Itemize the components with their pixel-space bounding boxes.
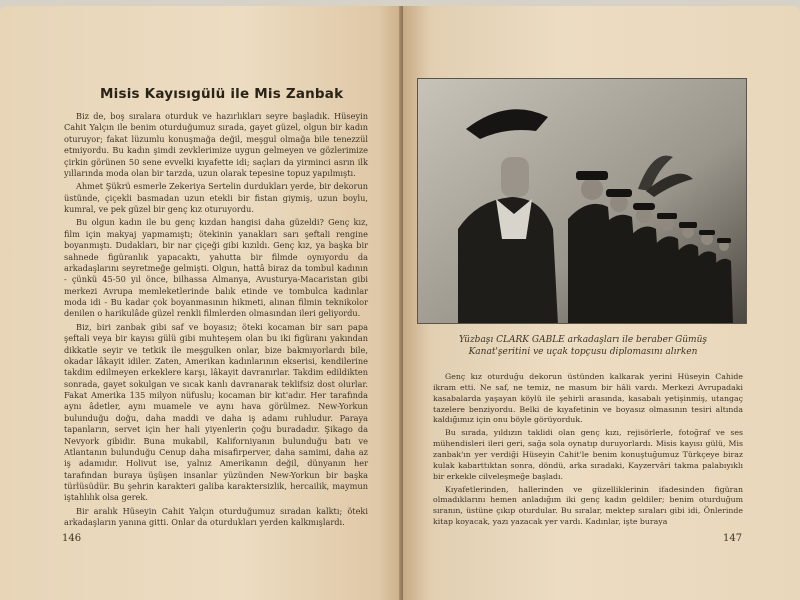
- left-paragraph-2: Ahmet Şükrü esmerle Zekeriya Sertelin durdukları yerde, bir dekorun üstünde, çiçekli basmadan uzun etekli bir fistan giymiş, uzun boylu, kumral, ve pek güzel bir genç kız oturuyordu.: [64, 181, 368, 214]
- page-number-left: 146: [62, 533, 82, 544]
- right-page: [403, 6, 800, 600]
- right-paragraph-1: Genç kız oturduğu dekorun üstünden kalkarak yerini Hüseyin Cahide ikram etti. Ne saf, ne temiz, ne masum bir hâli vardı. Merkezi Avrupadaki kasabalarda yaşayan köylü ile şehirli arasında, kasabalı yetişinmiş, utangaç tazelere benziyordu. Belki de kıyafetinin ve boyasız olmasının tesiri altında kaldığımız için onu böyle görüyorduk.: [433, 372, 743, 425]
- left-paragraph-1: Biz de, boş sıralara oturduk ve hazırlıkları seyre başladık. Hüseyin Cahit Yalçın ile benim oturduğumuz sırada, gayet güzel, olgun bir kadın oturuyor; fakat lüzumlu konuşmağa değil, meşgul olmağa bile tenezzül etmiyordu. Bu kadın şimdi zevklerimize uygun gelmeyen ve gözlerimize çirkin görünen 50 sene evvelki kıyafette idi; saçları da yirminci asrın ilk yıllarında moda olan bir tarzda, uzun olarak tepesine topuz yapılmıştı.: [64, 111, 368, 178]
- photo-caption: Yüzbaşı CLARK GABLE arkadaşları ile beraber Gümüş Kanat'şeritini ve uçak topçusu diplomasını alırken: [458, 335, 708, 357]
- chapter-title: Misis Kayısıgülü ile Mis Zanbak: [100, 86, 344, 102]
- left-body-text: [64, 111, 368, 529]
- right-paragraph-2: Bu sırada, yıldızın taklidi olan genç kızı, rejisörlerle, fotoğraf ve ses mühendisleri ileri geri, sağa sola oynatıp duruyorlardı. Misis kayısı gülü, Mis zanbak'ın yer verdiği Hüseyin Cahit'le benim konuştuğumuz Türkçeye biraz kulak kabarttıktan sonra, döndü, arka sıradaki, Kayzervâri takma palabıyıklı bir erkekle cilveleşmeğe başladı.: [433, 428, 743, 481]
- left-paragraph-5: Bir aralık Hüseyin Cahit Yalçın oturduğumuz sıradan kalktı; öteki arkadaşların yanına gitti. Onlar da oturdukları yerden kalkmışlardı.: [64, 505, 368, 528]
- right-paragraph-3: Kıyafetlerinden, hallerinden ve güzelliklerinin ifadesinden figüran olmadıklarını hemen anladığım iki genç kadın geldiler; benim oturduğum sıranın, üstüne çıkıp oturdular. Bu sıralar, mektep sıraları gibi idi, Önlerinde kitap koyacak, yazı yazacak yer vardı. Kadınlar, işte buraya: [433, 484, 743, 527]
- left-page: [0, 6, 403, 600]
- left-paragraph-3: Bu olgun kadın ile bu genç kızdan hangisi daha güzeldi? Genç kız, film için makyaj yapmamıştı; ötekinin yanakları sarı şeftali rengine boyanmıştı. Dudakları, bir nar çiçeği gibi kızıldı. Genç kız, ya başka bir sahnede figüranlık yapacaktı, yahutta bir filmde oynıyordu da arkadaşlarını seyretmeğe gelmişti. Olgun, hattâ biraz da tombul kadının - çünkü 45-50 yıl önce, bilhassa Almanya, Avusturya-Macaristan gibi merkezi Avrupa memleketlerinde balık etinde ve tombulca kadınlar moda idi - Bu kadar çok boyanmasının hikmeti, alınan filmin teknikolor denilen o harikulâde güzel renkli filmlerden olmasından ileri geliyordu.: [64, 217, 368, 319]
- right-body-text: [433, 372, 743, 528]
- photograph: [417, 78, 747, 324]
- left-paragraph-4: Biz, biri zanbak gibi saf ve boyasız; öteki kocaman bir sarı papa şeftali veya bir kayısı gülü gibi muhteşem olan bu iki figüranı yakından dikkatle seyir ve tetkik ile meşgulken onlar, bize bakmıyorlardı bile, okadar lâkayit idiler. Zaten, Amerikan kadınlarının ekserisi, kendilerine takdim edilmeyen erkeklere karşı, lâkayit davranırlar. Takdim edildikten sonrada, gayet sokulgan ve sıcak kanlı davranarak teklifsiz dost olurlar. Fakat Amerika 135 milyon nüfuslu; kocaman bir kıt'adır. Her tarafında aynı âdetler, aynı muamele ve aynı hava görülmez. New-Yorkun bulunduğu doğu, daha maddi ve daha iş adamı ruhludur. Paraya tapanların, servet için her hali yiyenlerin çoğu buradadır. Şikago da Nevyork gibidir. Buna mukabil, Kaliforniyanın bulunduğu batı ve Atlantanın bulunduğu Cenup daha misafirperver, daha samimi, daha az iş adamıdır. Holivut ise, yalnız Amerikanın değil, dünyanın her tarafından buraya üşüşen insanlar yüzünden New-Yorkun bir başka türlüsüdür. Bu şehrin karakteri galiba karaktersizlik, hercailik, maymun iştahlılık olsa gerek.: [64, 321, 368, 503]
- photo-illustration-icon: [418, 79, 747, 324]
- page-number-right: 147: [723, 533, 743, 544]
